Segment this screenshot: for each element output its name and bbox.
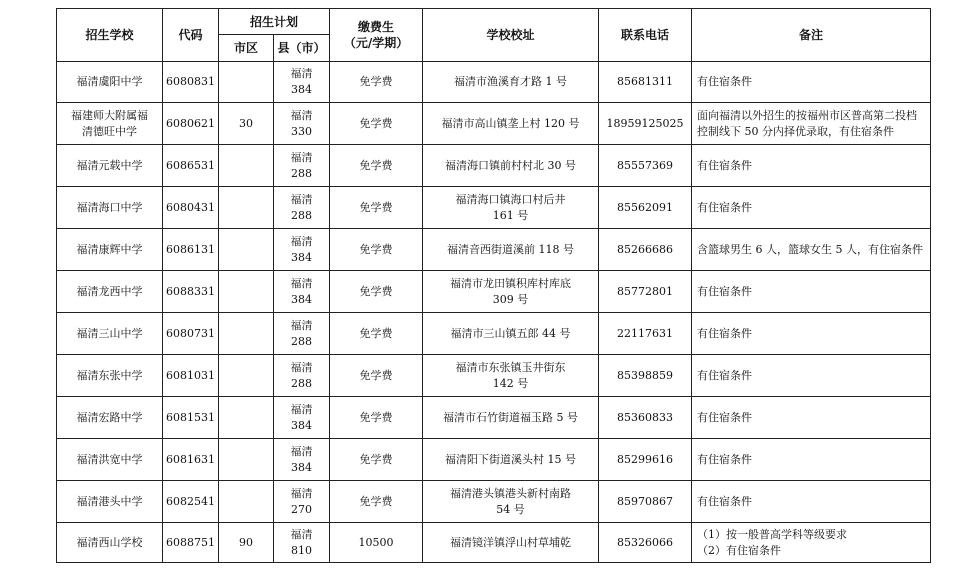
cell-school: 福清东张中学 [57,355,163,397]
cell-school: 福建师大附属福 清德旺中学 [57,103,163,145]
cell-school: 福清西山学校 [57,523,163,563]
cell-plan-city [219,313,274,355]
cell-plan-city [219,271,274,313]
cell-plan-county: 福清 384 [274,397,330,439]
cell-address: 福清镜洋镇浮山村草埔乾 [423,523,599,563]
cell-plan-county: 福清 288 [274,313,330,355]
cell-fee: 10500 [330,523,423,563]
table-header [57,9,931,62]
cell-code: 6080731 [163,313,219,355]
header-address: 学校校址 [423,9,599,62]
cell-code: 6080831 [163,62,219,103]
cell-code: 6081031 [163,355,219,397]
cell-address: 福清海口镇海口村后井 161 号 [423,187,599,229]
cell-code: 6080431 [163,187,219,229]
table-row [57,145,931,187]
cell-plan-county: 福清 384 [274,62,330,103]
table-row [57,103,931,145]
header-school: 招生学校 [57,9,163,62]
cell-plan-city [219,481,274,523]
cell-phone: 85326066 [599,523,692,563]
header-fee [330,9,423,62]
cell-phone: 18959125025 [599,103,692,145]
cell-code: 6082541 [163,481,219,523]
cell-code: 6081531 [163,397,219,439]
cell-address: 福清市龙田镇积库村库底 309 号 [423,271,599,313]
cell-plan-city [219,439,274,481]
table-row [57,355,931,397]
cell-plan-county: 福清 384 [274,439,330,481]
cell-address: 福清市渔溪育才路 1 号 [423,62,599,103]
cell-note: 有住宿条件 [692,271,931,313]
cell-note: 有住宿条件 [692,187,931,229]
cell-plan-city [219,62,274,103]
header-phone: 联系电话 [599,9,692,62]
cell-note: 有住宿条件 [692,355,931,397]
cell-plan-county: 福清 288 [274,187,330,229]
table-row [57,397,931,439]
header-plan: 招生计划 [219,9,330,35]
cell-code: 6086131 [163,229,219,271]
cell-fee: 免学费 [330,397,423,439]
cell-plan-city [219,229,274,271]
cell-fee: 免学费 [330,62,423,103]
cell-school: 福清洪宽中学 [57,439,163,481]
cell-phone: 85299616 [599,439,692,481]
header-note: 备注 [692,9,931,62]
cell-school: 福清龙西中学 [57,271,163,313]
table-row [57,229,931,271]
cell-phone: 85681311 [599,62,692,103]
cell-code: 6088331 [163,271,219,313]
cell-school: 福清港头中学 [57,481,163,523]
cell-phone: 85557369 [599,145,692,187]
cell-address: 福清市东张镇玉井街东 142 号 [423,355,599,397]
cell-fee: 免学费 [330,313,423,355]
cell-school: 福清康辉中学 [57,229,163,271]
cell-school: 福清虞阳中学 [57,62,163,103]
cell-code: 6081631 [163,439,219,481]
cell-phone: 85562091 [599,187,692,229]
cell-plan-county: 福清 810 [274,523,330,563]
cell-note: （1）按一般普高学科等级要求 （2）有住宿条件 [692,523,931,563]
cell-phone: 85970867 [599,481,692,523]
cell-school: 福清宏路中学 [57,397,163,439]
cell-code: 6080621 [163,103,219,145]
cell-school: 福清海口中学 [57,187,163,229]
header-plan-county: 县（市） [274,35,330,62]
table-row [57,271,931,313]
cell-fee: 免学费 [330,271,423,313]
cell-school: 福清三山中学 [57,313,163,355]
cell-phone: 85398859 [599,355,692,397]
cell-fee: 免学费 [330,481,423,523]
cell-address: 福清海口镇前村村北 30 号 [423,145,599,187]
cell-plan-county: 福清 270 [274,481,330,523]
admissions-table [56,8,931,563]
table-row [57,481,931,523]
cell-plan-city [219,397,274,439]
cell-note: 有住宿条件 [692,62,931,103]
cell-fee: 免学费 [330,229,423,271]
cell-fee: 免学费 [330,355,423,397]
cell-phone: 85266686 [599,229,692,271]
cell-address: 福清音西街道溪前 118 号 [423,229,599,271]
header-plan-city: 市区 [219,35,274,62]
table-row [57,439,931,481]
cell-plan-county: 福清 330 [274,103,330,145]
table-row [57,313,931,355]
cell-address: 福清市三山镇五郎 44 号 [423,313,599,355]
cell-plan-city [219,145,274,187]
cell-address: 福清港头镇港头新村南路 54 号 [423,481,599,523]
cell-note: 面向福清以外招生的按福州市区普高第二投档 控制线下 50 分内择优录取，有住宿条件 [692,103,931,145]
cell-plan-city: 90 [219,523,274,563]
table-row [57,187,931,229]
header-fee-text: 缴费生 （元/学期） [343,20,409,50]
cell-note: 有住宿条件 [692,481,931,523]
cell-code: 6088751 [163,523,219,563]
table-body [57,62,931,563]
cell-note: 含篮球男生 6 人，篮球女生 5 人，有住宿条件 [692,229,931,271]
cell-plan-county: 福清 384 [274,271,330,313]
header-code: 代码 [163,9,219,62]
table-row [57,523,931,563]
cell-phone: 85772801 [599,271,692,313]
cell-phone: 85360833 [599,397,692,439]
cell-fee: 免学费 [330,103,423,145]
cell-fee: 免学费 [330,145,423,187]
cell-plan-county: 福清 288 [274,145,330,187]
cell-plan-city [219,355,274,397]
cell-address: 福清阳下街道溪头村 15 号 [423,439,599,481]
cell-address: 福清市高山镇垄上村 120 号 [423,103,599,145]
cell-plan-city: 30 [219,103,274,145]
cell-address: 福清市石竹街道福玉路 5 号 [423,397,599,439]
cell-code: 6086531 [163,145,219,187]
cell-plan-city [219,187,274,229]
cell-fee: 免学费 [330,439,423,481]
cell-phone: 22117631 [599,313,692,355]
cell-note: 有住宿条件 [692,397,931,439]
cell-note: 有住宿条件 [692,439,931,481]
cell-school: 福清元载中学 [57,145,163,187]
cell-plan-county: 福清 288 [274,355,330,397]
table-row [57,62,931,103]
cell-note: 有住宿条件 [692,313,931,355]
cell-plan-county: 福清 384 [274,229,330,271]
cell-fee: 免学费 [330,187,423,229]
cell-note: 有住宿条件 [692,145,931,187]
